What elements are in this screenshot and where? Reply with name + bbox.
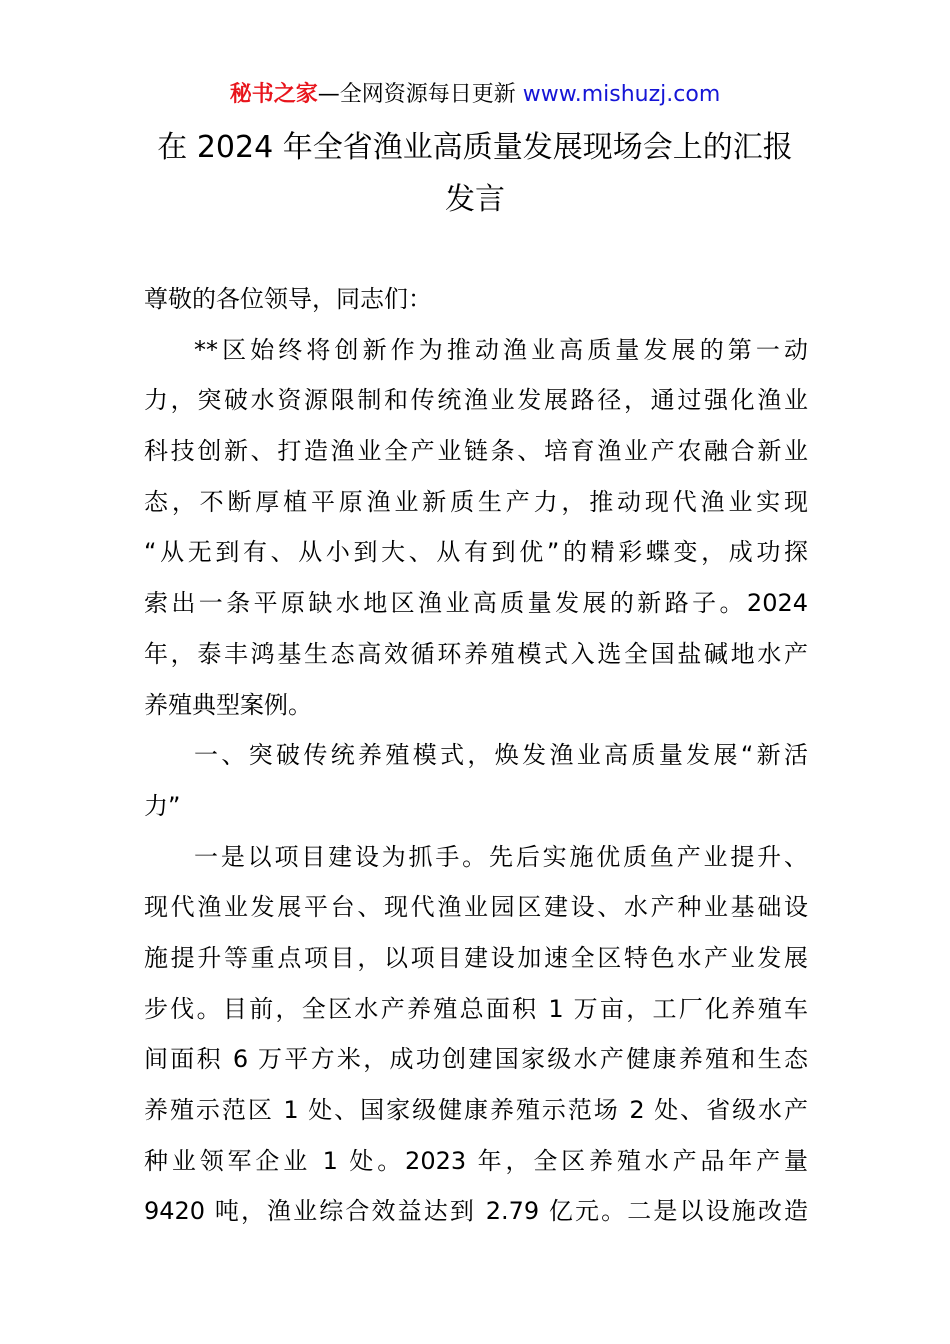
brand-name: 秘书之家 (229, 82, 318, 107)
body-line: 现代渔业发展平台、现代渔业园区建设、水产种业基础设 (144, 893, 808, 922)
site-url[interactable]: www.mishuzj.com (522, 82, 721, 107)
body-line: 索出一条平原缺水地区渔业高质量发展的新路子。2024 (144, 589, 808, 618)
body-line: 步伐。目前，全区水产养殖总面积 1 万亩，工厂化养殖车 (144, 994, 808, 1023)
section-heading-continued: 力” (144, 791, 181, 820)
body-line: 施提升等重点项目，以项目建设加速全区特色水产业发展 (144, 943, 808, 972)
body-line: 科技创新、打造渔业全产业链条、培育渔业产农融合新业 (144, 437, 808, 466)
body-line: “从无到有、从小到大、从有到优”的精彩蝶变，成功探 (144, 538, 808, 567)
title-line-1: 在 2024 年全省渔业高质量发展现场会上的汇报 (157, 130, 793, 165)
salutation: 尊敬的各位领导，同志们： (144, 285, 432, 313)
body-line: 力，突破水资源限制和传统渔业发展路径，通过强化渔业 (144, 386, 808, 415)
body-line: **区始终将创新作为推动渔业高质量发展的第一动 (194, 335, 808, 364)
header-tagline: —全网资源每日更新 (317, 82, 523, 107)
body-line: 种业领军企业 1 处。2023 年，全区养殖水产品年产量 (144, 1146, 808, 1175)
body-line: 9420 吨，渔业综合效益达到 2.79 亿元。二是以设施改造 (144, 1197, 808, 1226)
body-line: 养殖示范区 1 处、国家级健康养殖示范场 2 处、省级水产 (144, 1096, 808, 1124)
body-line: 养殖典型案例。 (144, 690, 312, 719)
title-line-2: 发言 (445, 182, 505, 217)
site-header (0, 78, 950, 112)
section-heading: 一、突破传统养殖模式，焕发渔业高质量发展“新活 (194, 741, 808, 770)
body-line: 一是以项目建设为抓手。先后实施优质鱼产业提升、 (194, 842, 808, 871)
body-line: 间面积 6 万平方米，成功创建国家级水产健康养殖和生态 (144, 1045, 808, 1074)
body-line: 年，泰丰鸿基生态高效循环养殖模式入选全国盐碱地水产 (144, 639, 808, 668)
document-body (144, 274, 808, 1237)
document-title (100, 122, 850, 226)
body-line: 态，不断厚植平原渔业新质生产力，推动现代渔业实现 (144, 487, 808, 516)
